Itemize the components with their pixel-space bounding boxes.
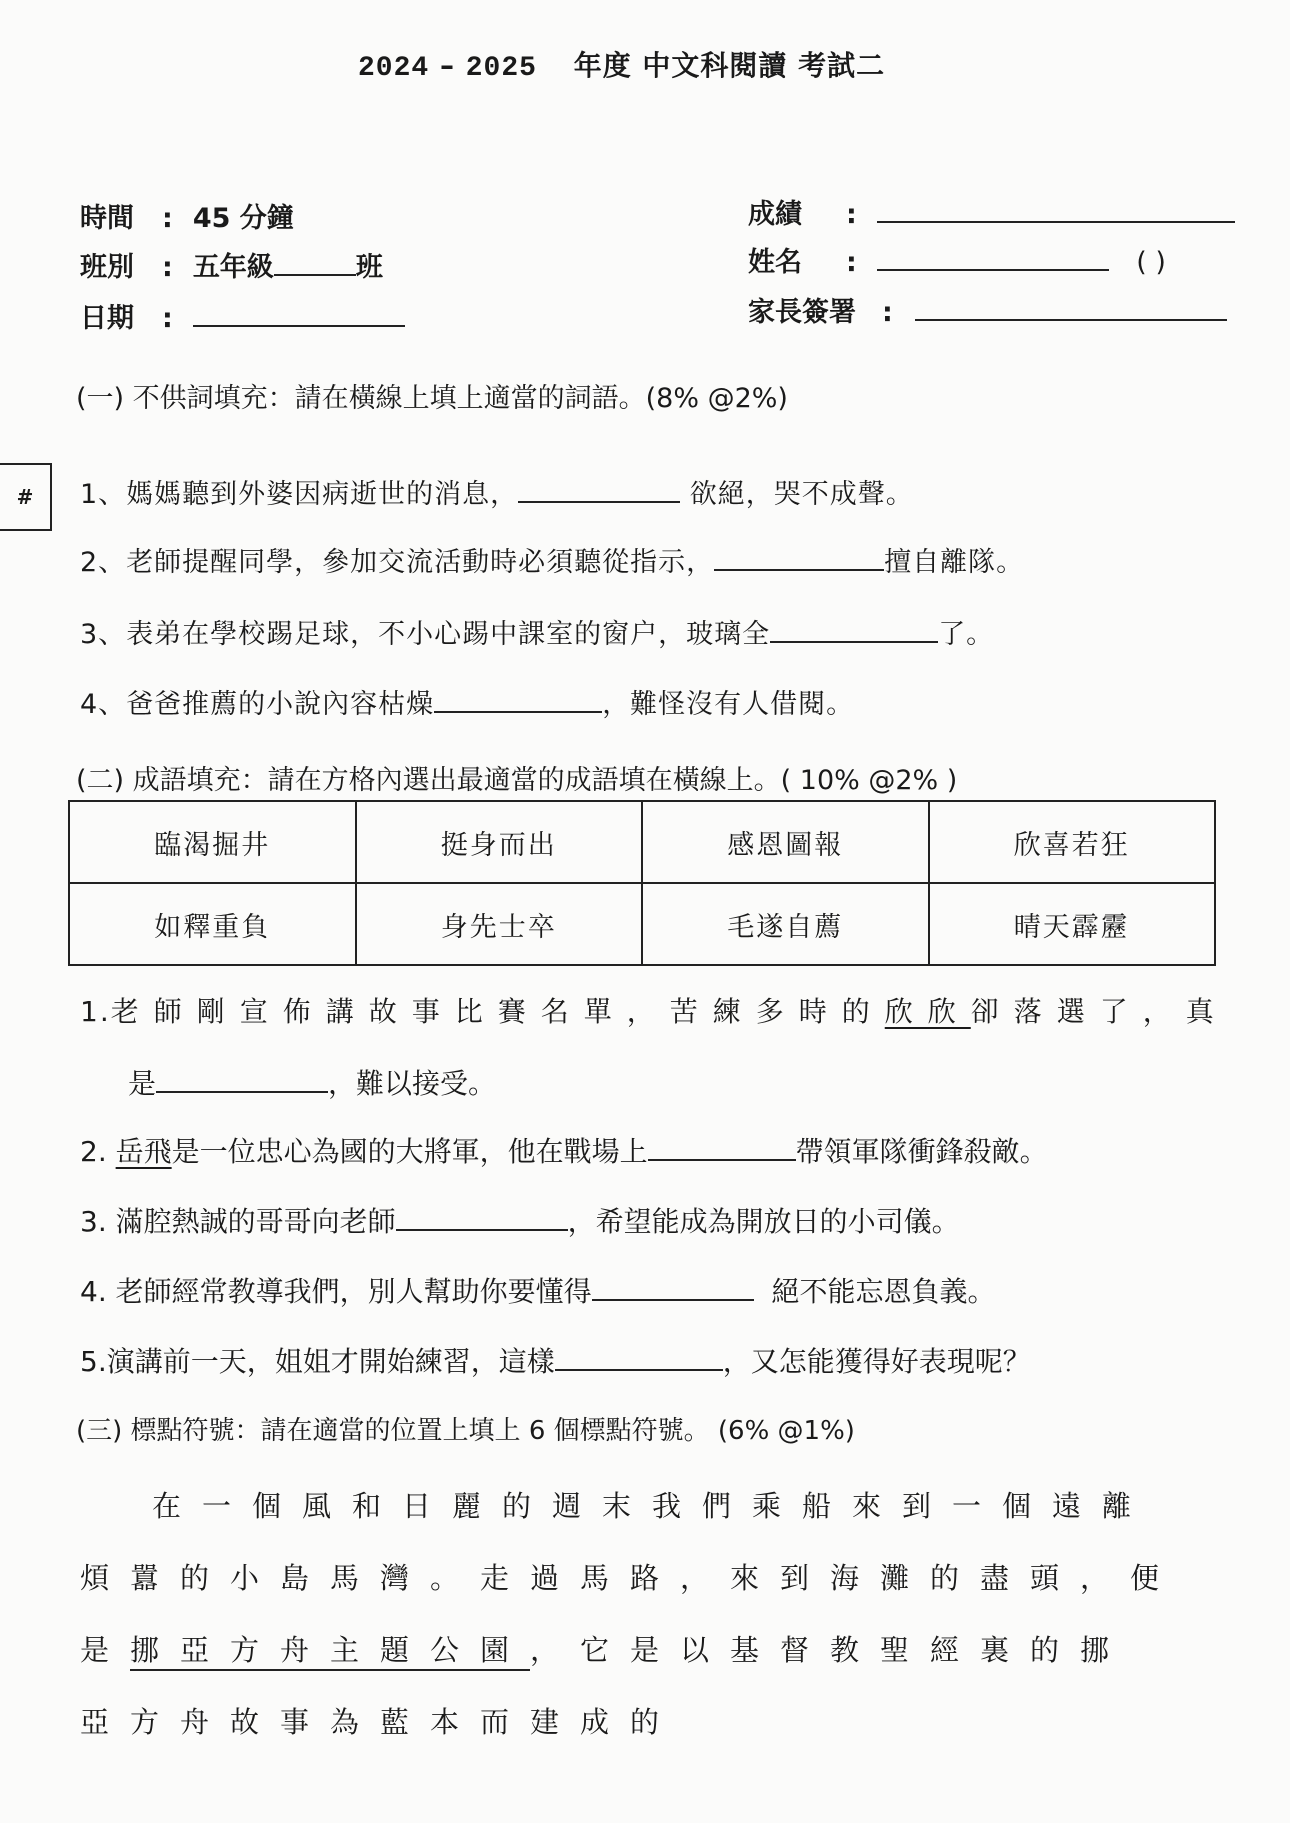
info-date: 日期 : (80, 296, 405, 335)
question-number: 2、 (80, 547, 127, 578)
question-text: 擅自離隊。 (884, 547, 1025, 578)
passage-line-3 (80, 1628, 1130, 1669)
idiom-cell: 臨渴掘井 (69, 801, 356, 883)
passage-text: 是 (80, 1633, 131, 1667)
idiom-cell: 挺身而出 (356, 801, 643, 883)
date-blank[interactable] (193, 324, 405, 327)
answer-blank[interactable] (434, 710, 602, 713)
proper-name: 欣欣 (884, 995, 971, 1028)
question-text: ，希望能成為開放日的小司儀。 (567, 1205, 960, 1238)
passage-text: ，它是以基督教聖經裏的挪 (530, 1633, 1131, 1667)
question-number: 5. (80, 1345, 107, 1378)
exam-title-text: 年度 中文科閱讀 考試二 (573, 49, 886, 82)
question-text: 老師剛宣佈講故事比賽名單，苦練多時的 (110, 995, 885, 1028)
class-label: 班別 (80, 252, 134, 283)
info-class: 班別 : 五年級 班 (80, 245, 383, 284)
s1-question-4 (80, 682, 854, 721)
question-number: 3. (80, 1205, 107, 1238)
idiom-row (69, 801, 1215, 883)
parent-signature-label: 家長簽署 (748, 297, 856, 328)
question-number: 3、 (80, 619, 127, 650)
answer-blank[interactable] (648, 1158, 796, 1161)
time-value: 45 分鐘 (192, 203, 294, 234)
section2-heading: (二) 成語填充：請在方格內選出最適當的成語填在橫線上。( 10% @2% ) (76, 765, 958, 796)
year-start: 2024 (358, 53, 430, 84)
info-parent-signature: 家長簽署 : (748, 290, 1227, 329)
question-text: 滿腔熱誠的哥哥向老師 (115, 1205, 396, 1238)
idiom-cell: 感恩圖報 (642, 801, 929, 883)
idiom-choice-table (68, 800, 1216, 966)
idiom-cell: 毛遂自薦 (642, 883, 929, 965)
s2-question-3 (80, 1200, 960, 1240)
answer-blank[interactable] (396, 1228, 568, 1231)
question-number: 1、 (80, 479, 127, 510)
question-text: 欲絕，哭不成聲。 (680, 479, 914, 510)
idiom-cell: 身先士卒 (356, 883, 643, 965)
class-blank[interactable] (274, 273, 356, 276)
class-prefix: 五年級 (192, 252, 274, 283)
question-text: 老師經常教導我們，別人幫助你要懂得 (115, 1275, 592, 1308)
s2-question-5 (80, 1340, 1031, 1380)
score-blank[interactable] (877, 220, 1235, 223)
answer-blank[interactable] (770, 640, 938, 643)
idiom-cell: 晴天霹靂 (929, 883, 1216, 965)
s2-question-2 (80, 1130, 1048, 1170)
hash-marker: # (16, 485, 34, 509)
info-name: 姓名 : ( ) (748, 240, 1166, 279)
question-text: 媽媽聽到外婆因病逝世的消息， (126, 479, 519, 510)
question-text: 演講前一天，姐姐才開始練習，這樣 (106, 1345, 555, 1378)
s2-question-1-line1 (80, 990, 1229, 1030)
answer-blank[interactable] (555, 1368, 723, 1371)
time-label: 時間 (80, 203, 134, 234)
name-blank[interactable] (877, 268, 1109, 271)
idiom-cell: 欣喜若狂 (929, 801, 1216, 883)
year-end: 2025 (465, 53, 537, 84)
idiom-row (69, 883, 1215, 965)
side-marker-box (0, 463, 52, 531)
question-number: 1. (80, 995, 111, 1028)
question-number: 4. (80, 1275, 107, 1308)
s2-question-4 (80, 1270, 995, 1310)
info-score: 成績 : (748, 192, 1235, 231)
question-text: ，又怎能獲得好表現呢？ (722, 1345, 1031, 1378)
passage-line-2: 煩囂的小島馬灣。走過馬路，來到海灘的盡頭，便 (80, 1561, 1181, 1595)
date-label: 日期 (80, 303, 134, 334)
question-text: 帶領軍隊衝鋒殺敵。 (795, 1135, 1048, 1168)
question-text: 是 (128, 1067, 157, 1100)
question-text: 卻落選了，真 (970, 995, 1229, 1028)
question-text: 爸爸推薦的小說內容枯燥 (126, 689, 435, 720)
question-text: 是一位忠心為國的大將軍，他在戰場上 (171, 1135, 648, 1168)
info-time: 時間 : 45 分鐘 (80, 196, 294, 235)
s1-question-3 (80, 612, 994, 651)
question-text: 了。 (938, 619, 995, 650)
question-number: 4、 (80, 689, 127, 720)
passage-line-4: 亞方舟故事為藍本而建成的 (80, 1705, 681, 1739)
s1-question-2 (80, 540, 1024, 579)
question-text: 老師提醒同學，參加交流活動時必須聽從指示， (126, 547, 715, 578)
question-text: ，難怪沒有人借閱。 (602, 689, 855, 720)
question-text: 表弟在學校踢足球，不小心踢中課室的窗户，玻璃全 (126, 619, 771, 650)
s2-question-1-line2 (128, 1062, 496, 1102)
class-number-paren[interactable]: ( ) (1136, 247, 1166, 278)
s1-question-1 (80, 472, 914, 511)
answer-blank[interactable] (592, 1298, 754, 1301)
passage-line-1: 在一個風和日麗的週末我們乘船來到一個遠離 (152, 1489, 1153, 1523)
class-suffix: 班 (355, 252, 383, 283)
parent-signature-blank[interactable] (915, 318, 1227, 321)
question-number: 2. (80, 1135, 107, 1168)
answer-blank[interactable] (518, 500, 680, 503)
name-label: 姓名 (748, 247, 802, 278)
year-separator: – (439, 49, 455, 82)
score-label: 成績 (748, 199, 802, 230)
question-text: 絕不能忘恩負義。 (753, 1275, 996, 1308)
proper-name: 岳飛 (115, 1135, 172, 1168)
exam-title (358, 44, 885, 84)
answer-blank[interactable] (714, 568, 884, 571)
section3-heading: (三) 標點符號：請在適當的位置上填上 6 個標點符號。 (6% @1%) (76, 1416, 855, 1446)
idiom-cell: 如釋重負 (69, 883, 356, 965)
section1-heading: (一) 不供詞填充：請在橫線上填上適當的詞語。(8% @2%) (76, 383, 788, 414)
question-text: ，難以接受。 (328, 1067, 497, 1100)
answer-blank[interactable] (156, 1090, 328, 1093)
proper-name: 挪亞方舟主題公園 (130, 1633, 530, 1671)
